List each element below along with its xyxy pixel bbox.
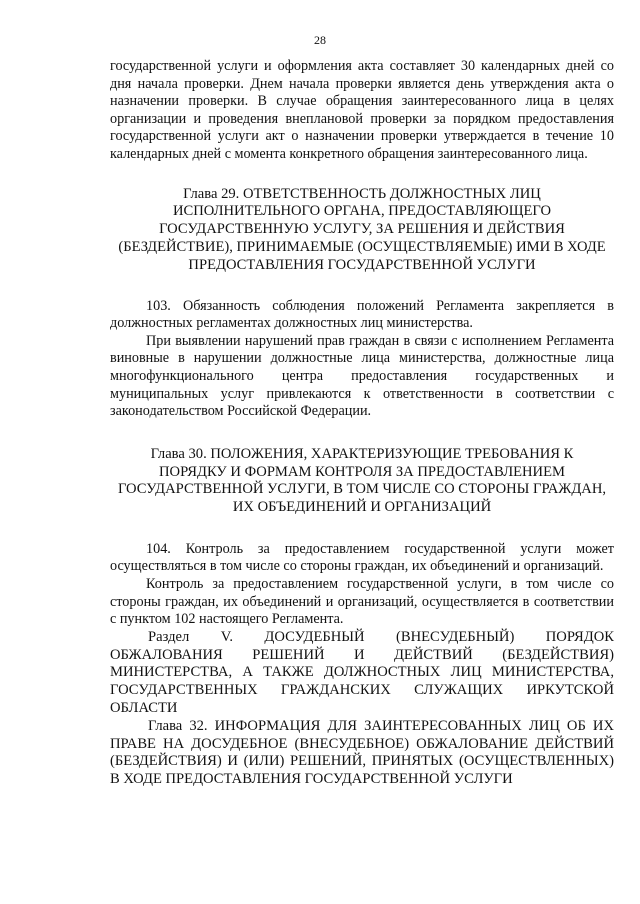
- section-5-heading: Раздел V. ДОСУДЕБНЫЙ (ВНЕСУДЕБНЫЙ) ПОРЯДОК ОБЖАЛОВАНИЯ РЕШЕНИЙ И ДЕЙСТВИЙ (БЕЗДЕЙСТВИЯ) МИНИСТЕРСТВА, А ТАКЖЕ ДОЛЖНОСТНЫХ ЛИЦ МИНИСТЕРСТВА, ГОСУДАРСТВЕННЫХ ГРАЖДАНСКИХ СЛУЖАЩИХ ИРКУТСКОЙ ОБЛАСТИ: [110, 628, 614, 717]
- chapter-32-heading: Глава 32. ИНФОРМАЦИЯ ДЛЯ ЗАИНТЕРЕСОВАННЫХ ЛИЦ ОБ ИХ ПРАВЕ НА ДОСУДЕБНОЕ (ВНЕСУДЕБНОЕ) ОБЖАЛОВАНИЕ ДЕЙСТВИЙ (БЕЗДЕЙСТВИЯ) И (ИЛИ) РЕШЕНИЙ, ПРИНЯТЫХ (ОСУЩЕСТВЛЕННЫХ) В ХОДЕ ПРЕДОСТАВЛЕНИЯ ГОСУДАРСТВЕННОЙ УСЛУГИ: [110, 717, 614, 788]
- page-number: 28: [314, 33, 326, 47]
- chapter-30-heading: Глава 30. ПОЛОЖЕНИЯ, ХАРАКТЕРИЗУЮЩИЕ ТРЕБОВАНИЯ К ПОРЯДКУ И ФОРМАМ КОНТРОЛЯ ЗА ПРЕДОСТАВЛЕНИЕМ ГОСУДАРСТВЕННОЙ УСЛУГИ, В ТОМ ЧИСЛЕ СО СТОРОНЫ ГРАЖДАН, ИХ ОБЪЕДИНЕНИЙ И ОРГАНИЗАЦИЙ: [117, 445, 607, 516]
- document-body: [110, 58, 614, 789]
- paragraph-104-continued: Контроль за предоставлением государственной услуги, в том числе со стороны граждан, их объединений и организаций, осуществляется в соответствии с пунктом 102 настоящего Регламента.: [110, 576, 614, 628]
- chapter-29-heading: Глава 29. ОТВЕТСТВЕННОСТЬ ДОЛЖНОСТНЫХ ЛИЦ ИСПОЛНИТЕЛЬНОГО ОРГАНА, ПРЕДОСТАВЛЯЮЩЕГО ГОСУДАРСТВЕННУЮ УСЛУГУ, ЗА РЕШЕНИЯ И ДЕЙСТВИЯ (БЕЗДЕЙСТВИЕ), ПРИНИМАЕМЫЕ (ОСУЩЕСТВЛЯЕМЫЕ) ИМИ В ХОДЕ ПРЕДОСТАВЛЕНИЯ ГОСУДАРСТВЕННОЙ УСЛУГИ: [118, 185, 606, 273]
- intro-paragraph: государственной услуги и оформления акта составляет 30 календарных дней со дня начала проверки. Днем начала проверки является день утверждения акта о назначении проверки. В случае обращения заинтересованного лица в целях организации и проведения внеплановой проверки за порядком предоставления государственной услуги акт о назначении проверки утверждается в течение 10 календарных дней с момента конкретного обращения заинтересованного лица.: [110, 58, 614, 162]
- paragraph-104: 104. Контроль за предоставлением государственной услуги может осуществляться в том числе со стороны граждан, их объединений и организаций.: [110, 540, 614, 575]
- paragraph-103-continued: При выявлении нарушений прав граждан в связи с исполнением Регламента виновные в нарушении должностные лица министерства, должностные лица многофункционального центра предоставления государственных и муниципальных услуг привлекаются к ответственности в соответствии с законодательством Российской Федерации.: [110, 332, 614, 420]
- paragraph-103: 103. Обязанность соблюдения положений Регламента закрепляется в должностных регламентах должностных лиц министерства.: [110, 297, 614, 332]
